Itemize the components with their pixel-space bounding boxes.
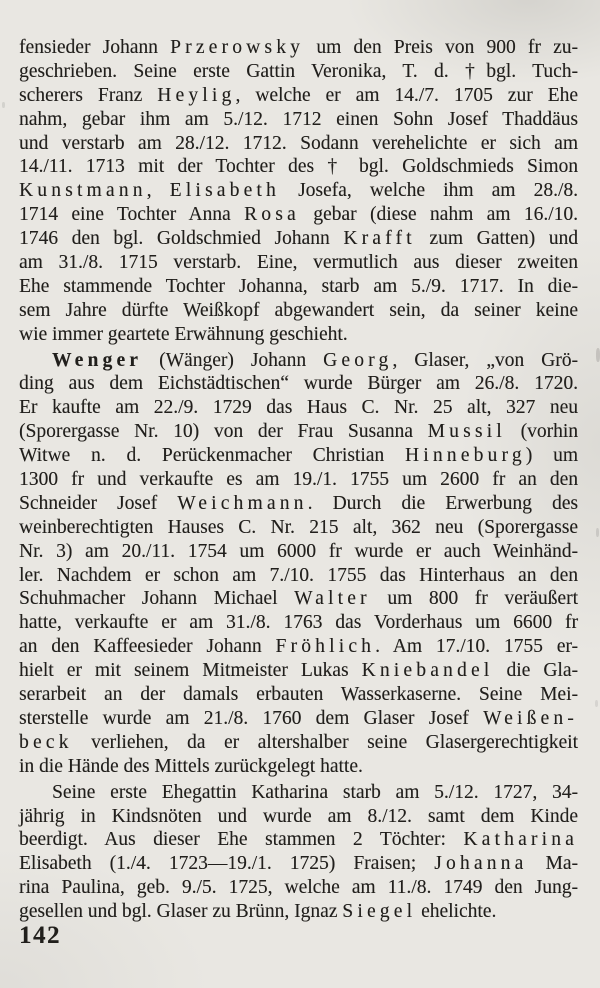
text-segment: 1714 eine Tochter Anna	[19, 204, 245, 226]
text-segment: am 31./8. 1715 verstarb. Eine, vermutlich aus dieser zweiten	[19, 252, 578, 274]
text-segment: gebar (diese nahm am 16./10.	[299, 204, 578, 226]
person-name: beck	[19, 731, 73, 753]
person-name: Weißen-	[483, 707, 578, 729]
text-line	[19, 900, 578, 924]
text-segment: 1746 den bgl. Goldschmied Johann	[19, 228, 344, 250]
person-name: Przerowsky	[170, 37, 305, 58]
person-name: Walter	[294, 588, 371, 610]
person-name: Siegel	[342, 901, 417, 923]
text-segment: Seine erste Ehegattin Katharina starb am 5./12. 1727, 34-	[52, 781, 578, 803]
text-line	[19, 707, 578, 731]
text-segment: um den Preis von 900 fr zu-	[304, 37, 578, 58]
text-line	[19, 444, 578, 468]
text-segment: serarbeit an der damals erbauten Wasserkaserne. Seine Mei-	[19, 684, 578, 706]
text-line	[19, 611, 578, 635]
text-segment: hielt er mit seinem Mitmeister Lukas	[19, 660, 362, 682]
text-segment: fensieder Johann	[19, 37, 171, 58]
person-name: Katharina	[463, 829, 578, 851]
text-segment: Er kaufte am 22./9. 1729 das Haus C. Nr. 25 alt, 327 neu	[19, 397, 578, 419]
text-segment: zum Gatten) und	[415, 228, 578, 250]
scan-speckle	[596, 528, 599, 537]
text-line	[19, 203, 578, 227]
person-name: Kniebandel	[361, 660, 494, 682]
text-segment: 1300 fr und verkaufte es am 19./1. 1755 um 2600 fr an den	[19, 469, 578, 491]
text-segment: weinberechtigten Hauses C. Nr. 215 alt, 362 neu (Sporergasse	[19, 516, 578, 538]
text-segment: in die Hände des Mittels zurückgelegt hatte.	[19, 755, 363, 777]
text-segment: geschrieben. Seine erste Gattin Veronika, T. d. †bgl. Tuch-	[19, 60, 578, 82]
person-name: Krafft	[343, 228, 416, 250]
page-number: 142	[19, 922, 61, 949]
text-line	[19, 731, 578, 755]
person-name: Kunstmann	[19, 180, 147, 202]
text-line	[19, 852, 578, 876]
text-segment: Schneider Josef	[19, 492, 178, 514]
text-line	[19, 755, 578, 779]
text-segment: . Durch die Erwerbung des	[307, 492, 578, 514]
text-line	[19, 516, 578, 540]
text-segment: . Am 17./10. 1755 er-	[375, 636, 579, 658]
scan-speckle	[595, 700, 598, 707]
person-name: Weichmann	[177, 492, 308, 514]
text-segment: um 800 fr veräußert	[370, 588, 578, 610]
text-line	[19, 227, 578, 251]
text-segment: an den Kaffeesieder Johann	[19, 636, 276, 658]
text-line	[19, 876, 578, 900]
text-segment: Nr. 3) am 20./11. 1754 um 6000 fr wurde er auch Weinhänd-	[19, 540, 578, 562]
text-line	[19, 492, 578, 516]
text-segment: Witwe n. d. Perückenmacher Christian	[19, 445, 405, 467]
text-block	[19, 36, 578, 924]
person-name: Fröhlich	[275, 636, 376, 658]
text-line	[19, 275, 578, 299]
text-segment: Ehe stammende Tochter Johanna, starb am 5./9. 1717. In die-	[19, 275, 578, 297]
text-segment: nahm, gebar ihm am 5./12. 1712 einen Sohn Josef Thaddäus	[19, 108, 578, 130]
person-name: Georg	[323, 349, 393, 371]
text-line	[19, 349, 578, 373]
text-line	[19, 36, 578, 60]
text-segment: ) um	[525, 445, 578, 467]
text-segment: (Wänger) Johann	[142, 349, 324, 371]
text-segment: , welche er am 14./7. 1705 zur Ehe	[235, 84, 578, 106]
text-line	[19, 540, 578, 564]
text-line	[19, 683, 578, 707]
text-line	[19, 587, 578, 611]
text-line	[19, 132, 578, 156]
text-segment: Elisabeth (1./4. 1723—19./1. 1725) Fraisen;	[19, 853, 435, 875]
text-segment: verliehen, da er altershalber seine Glasergerechtigkeit	[72, 731, 578, 753]
person-name: Wenger	[52, 349, 143, 371]
text-segment: und verstarb am 28./12. 1712. Sodann verehelichte er sich am	[19, 132, 578, 154]
scan-speckle	[596, 348, 600, 362]
text-segment: gesellen und bgl. Glaser zu Brünn, Ignaz	[19, 901, 343, 923]
text-line	[19, 635, 578, 659]
text-line	[19, 805, 578, 829]
text-line	[19, 323, 578, 347]
person-name: Mussil	[427, 421, 506, 443]
text-line	[19, 60, 578, 84]
paragraph	[19, 781, 578, 924]
person-name: Elisabeth	[169, 180, 280, 202]
text-line	[19, 468, 578, 492]
paragraph	[19, 36, 578, 347]
text-segment: wie immer geartete Erwähnung geschieht.	[19, 323, 348, 345]
text-segment: scherers Franz	[19, 84, 158, 106]
person-name: Johanna	[434, 853, 528, 875]
paragraph	[19, 349, 578, 779]
text-line	[19, 155, 578, 179]
scan-speckle	[2, 102, 5, 108]
text-segment: (vorhin	[505, 421, 579, 443]
text-line	[19, 396, 578, 420]
text-line	[19, 420, 578, 444]
person-name: Hinneburg	[404, 445, 526, 467]
text-segment: sterstelle wurde am 21./8. 1760 dem Glaser Josef	[19, 707, 484, 729]
text-segment: ehelichte.	[416, 901, 497, 923]
text-segment: beerdigt. Aus dieser Ehe stammen 2 Töchter:	[19, 829, 464, 851]
text-segment: ler. Nachdem er schon am 7./10. 1755 das Hinterhaus an den	[19, 564, 578, 586]
text-line	[19, 251, 578, 275]
text-segment: , Glaser, „von Grö-	[392, 349, 578, 371]
text-segment: Ma-	[527, 853, 578, 875]
text-line	[19, 108, 578, 132]
text-segment: jährig in Kindsnöten und wurde am 8./12. samt dem Kinde	[19, 805, 578, 827]
text-line	[19, 372, 578, 396]
text-line	[19, 828, 578, 852]
text-line	[19, 659, 578, 683]
text-segment: ,	[146, 180, 170, 202]
text-segment: hatte, verkaufte er am 31./8. 1763 das Vorderhaus um 6600 fr	[19, 612, 578, 634]
text-segment: sem Jahre dürfte Weißkopf abgewandert sein, da seiner keine	[19, 299, 578, 321]
text-segment: rina Paulina, geb. 9./5. 1725, welche am 11./8. 1749 den Jung-	[19, 877, 578, 899]
text-line	[19, 299, 578, 323]
text-line	[19, 781, 578, 805]
person-name: Heylig	[157, 84, 236, 106]
text-line	[19, 179, 578, 203]
text-line	[19, 564, 578, 588]
text-segment: Schuhmacher Johann Michael	[19, 588, 295, 610]
text-segment: 14./11. 1713 mit der Tochter des † bgl. Goldschmieds Simon	[19, 156, 578, 178]
text-segment: ding aus dem Eichstädtischen“ wurde Bürger am 26./8. 1720.	[19, 373, 578, 395]
text-segment: (Sporergasse Nr. 10) von der Frau Susanna	[19, 421, 428, 443]
text-line	[19, 84, 578, 108]
text-segment: Josefa, welche ihm am 28./8.	[279, 180, 579, 202]
text-segment: die Gla-	[493, 660, 578, 682]
person-name: Rosa	[244, 204, 300, 226]
